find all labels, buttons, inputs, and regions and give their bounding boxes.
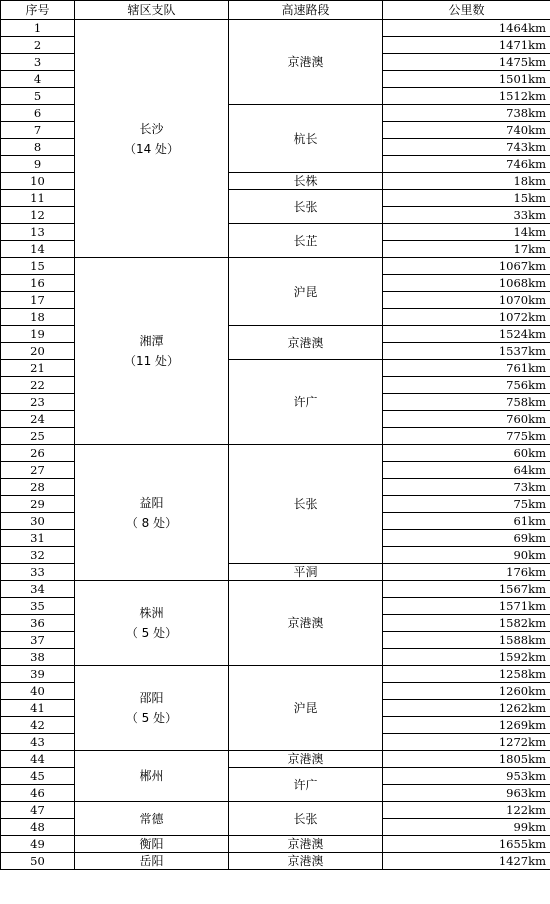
unit-name: 岳阳 xyxy=(139,854,164,868)
km-cell: 1588km xyxy=(383,632,550,649)
row-index: 3 xyxy=(1,54,75,71)
row-index: 40 xyxy=(1,683,75,700)
km-cell: 746km xyxy=(383,156,550,173)
row-index: 22 xyxy=(1,377,75,394)
km-cell: 1571km xyxy=(383,598,550,615)
unit-count: （ 5 处） xyxy=(125,711,178,725)
table-row xyxy=(1,258,550,275)
km-cell: 1070km xyxy=(383,292,550,309)
km-cell: 761km xyxy=(383,360,550,377)
row-index: 5 xyxy=(1,88,75,105)
unit-cell xyxy=(75,666,229,751)
unit-name: 衡阳 xyxy=(139,837,164,851)
unit-name: 郴州 xyxy=(139,769,164,783)
row-index: 11 xyxy=(1,190,75,207)
row-index: 27 xyxy=(1,462,75,479)
unit-cell xyxy=(75,581,229,666)
km-cell: 73km xyxy=(383,479,550,496)
row-index: 39 xyxy=(1,666,75,683)
km-cell: 14km xyxy=(383,224,550,241)
unit-name: 湘潭 xyxy=(139,334,164,348)
km-cell: 760km xyxy=(383,411,550,428)
km-cell: 1427km xyxy=(383,853,550,870)
row-index: 46 xyxy=(1,785,75,802)
km-cell: 61km xyxy=(383,513,550,530)
km-cell: 64km xyxy=(383,462,550,479)
row-index: 24 xyxy=(1,411,75,428)
km-cell: 1537km xyxy=(383,343,550,360)
unit-count: （ 5 处） xyxy=(125,626,178,640)
km-cell: 1072km xyxy=(383,309,550,326)
km-cell: 963km xyxy=(383,785,550,802)
row-index: 33 xyxy=(1,564,75,581)
unit-name: 长沙 xyxy=(139,121,164,136)
row-index: 12 xyxy=(1,207,75,224)
row-index: 7 xyxy=(1,122,75,139)
road-cell: 许广 xyxy=(229,768,383,802)
km-cell: 758km xyxy=(383,394,550,411)
row-index: 31 xyxy=(1,530,75,547)
row-index: 25 xyxy=(1,428,75,445)
unit-cell xyxy=(75,853,229,870)
km-cell: 1582km xyxy=(383,615,550,632)
road-cell: 京港澳 xyxy=(229,751,383,768)
table-row xyxy=(1,802,550,819)
road-cell: 京港澳 xyxy=(229,20,383,105)
km-cell: 1464km xyxy=(383,20,550,37)
row-index: 47 xyxy=(1,802,75,819)
row-index: 49 xyxy=(1,836,75,853)
km-cell: 953km xyxy=(383,768,550,785)
km-cell: 756km xyxy=(383,377,550,394)
row-index: 15 xyxy=(1,258,75,275)
row-index: 45 xyxy=(1,768,75,785)
row-index: 8 xyxy=(1,139,75,156)
row-index: 18 xyxy=(1,309,75,326)
row-index: 4 xyxy=(1,71,75,88)
km-cell: 1567km xyxy=(383,581,550,598)
unit-count: （11 处） xyxy=(123,354,180,368)
unit-name: 株洲 xyxy=(139,606,164,620)
unit-cell xyxy=(75,20,229,258)
row-index: 38 xyxy=(1,649,75,666)
road-cell: 平洞 xyxy=(229,564,383,581)
row-index: 41 xyxy=(1,700,75,717)
road-cell: 京港澳 xyxy=(229,326,383,360)
unit-cell xyxy=(75,258,229,445)
row-index: 43 xyxy=(1,734,75,751)
road-cell: 长芷 xyxy=(229,224,383,258)
road-cell: 许广 xyxy=(229,360,383,445)
km-cell: 1258km xyxy=(383,666,550,683)
road-cell: 沪昆 xyxy=(229,666,383,751)
header-road: 高速路段 xyxy=(229,1,383,20)
table-row xyxy=(1,836,550,853)
km-cell: 1805km xyxy=(383,751,550,768)
km-cell: 1262km xyxy=(383,700,550,717)
road-cell: 京港澳 xyxy=(229,581,383,666)
row-index: 35 xyxy=(1,598,75,615)
row-index: 19 xyxy=(1,326,75,343)
row-index: 9 xyxy=(1,156,75,173)
km-cell: 740km xyxy=(383,122,550,139)
km-cell: 15km xyxy=(383,190,550,207)
header-unit: 辖区支队 xyxy=(75,1,229,20)
km-cell: 1269km xyxy=(383,717,550,734)
table-row xyxy=(1,581,550,598)
table-row xyxy=(1,666,550,683)
table-row xyxy=(1,751,550,768)
unit-cell xyxy=(75,751,229,802)
km-cell: 1501km xyxy=(383,71,550,88)
table-row xyxy=(1,20,550,37)
km-cell: 1524km xyxy=(383,326,550,343)
km-cell: 743km xyxy=(383,139,550,156)
row-index: 34 xyxy=(1,581,75,598)
road-cell: 长张 xyxy=(229,190,383,224)
km-cell: 1067km xyxy=(383,258,550,275)
row-index: 17 xyxy=(1,292,75,309)
row-index: 29 xyxy=(1,496,75,513)
row-index: 30 xyxy=(1,513,75,530)
road-cell: 长张 xyxy=(229,802,383,836)
km-cell: 1512km xyxy=(383,88,550,105)
unit-name: 益阳 xyxy=(139,495,164,510)
km-cell: 1592km xyxy=(383,649,550,666)
row-index: 16 xyxy=(1,275,75,292)
unit-cell xyxy=(75,836,229,853)
unit-count: （14 处） xyxy=(123,141,180,156)
road-cell: 长株 xyxy=(229,173,383,190)
row-index: 28 xyxy=(1,479,75,496)
road-cell: 沪昆 xyxy=(229,258,383,326)
row-index: 6 xyxy=(1,105,75,122)
row-index: 37 xyxy=(1,632,75,649)
row-index: 26 xyxy=(1,445,75,462)
km-cell: 176km xyxy=(383,564,550,581)
header-row xyxy=(1,1,550,20)
unit-name: 常德 xyxy=(139,811,164,826)
row-index: 44 xyxy=(1,751,75,768)
road-cell: 杭长 xyxy=(229,105,383,173)
header-index: 序号 xyxy=(1,1,75,20)
km-cell: 1068km xyxy=(383,275,550,292)
road-cell: 京港澳 xyxy=(229,836,383,853)
row-index: 2 xyxy=(1,37,75,54)
km-cell: 1260km xyxy=(383,683,550,700)
row-index: 23 xyxy=(1,394,75,411)
km-cell: 17km xyxy=(383,241,550,258)
km-cell: 99km xyxy=(383,819,550,836)
row-index: 48 xyxy=(1,819,75,836)
km-cell: 122km xyxy=(383,802,550,819)
km-cell: 75km xyxy=(383,496,550,513)
row-index: 10 xyxy=(1,173,75,190)
km-cell: 1471km xyxy=(383,37,550,54)
table-row xyxy=(1,853,550,870)
km-cell: 90km xyxy=(383,547,550,564)
row-index: 36 xyxy=(1,615,75,632)
table-row xyxy=(1,445,550,462)
row-index: 13 xyxy=(1,224,75,241)
table-body xyxy=(1,20,550,870)
km-cell: 1655km xyxy=(383,836,550,853)
unit-cell xyxy=(75,802,229,836)
km-cell: 1475km xyxy=(383,54,550,71)
km-cell: 18km xyxy=(383,173,550,190)
unit-count: （ 8 处） xyxy=(125,515,178,530)
header-km: 公里数 xyxy=(383,1,550,20)
row-index: 21 xyxy=(1,360,75,377)
row-index: 32 xyxy=(1,547,75,564)
row-index: 50 xyxy=(1,853,75,870)
row-index: 14 xyxy=(1,241,75,258)
unit-cell xyxy=(75,445,229,581)
km-cell: 60km xyxy=(383,445,550,462)
row-index: 20 xyxy=(1,343,75,360)
road-cell: 长张 xyxy=(229,445,383,564)
km-cell: 69km xyxy=(383,530,550,547)
road-cell: 京港澳 xyxy=(229,853,383,870)
km-cell: 775km xyxy=(383,428,550,445)
km-cell: 33km xyxy=(383,207,550,224)
km-cell: 738km xyxy=(383,105,550,122)
row-index: 1 xyxy=(1,20,75,37)
km-cell: 1272km xyxy=(383,734,550,751)
row-index: 42 xyxy=(1,717,75,734)
unit-name: 邵阳 xyxy=(139,691,164,705)
